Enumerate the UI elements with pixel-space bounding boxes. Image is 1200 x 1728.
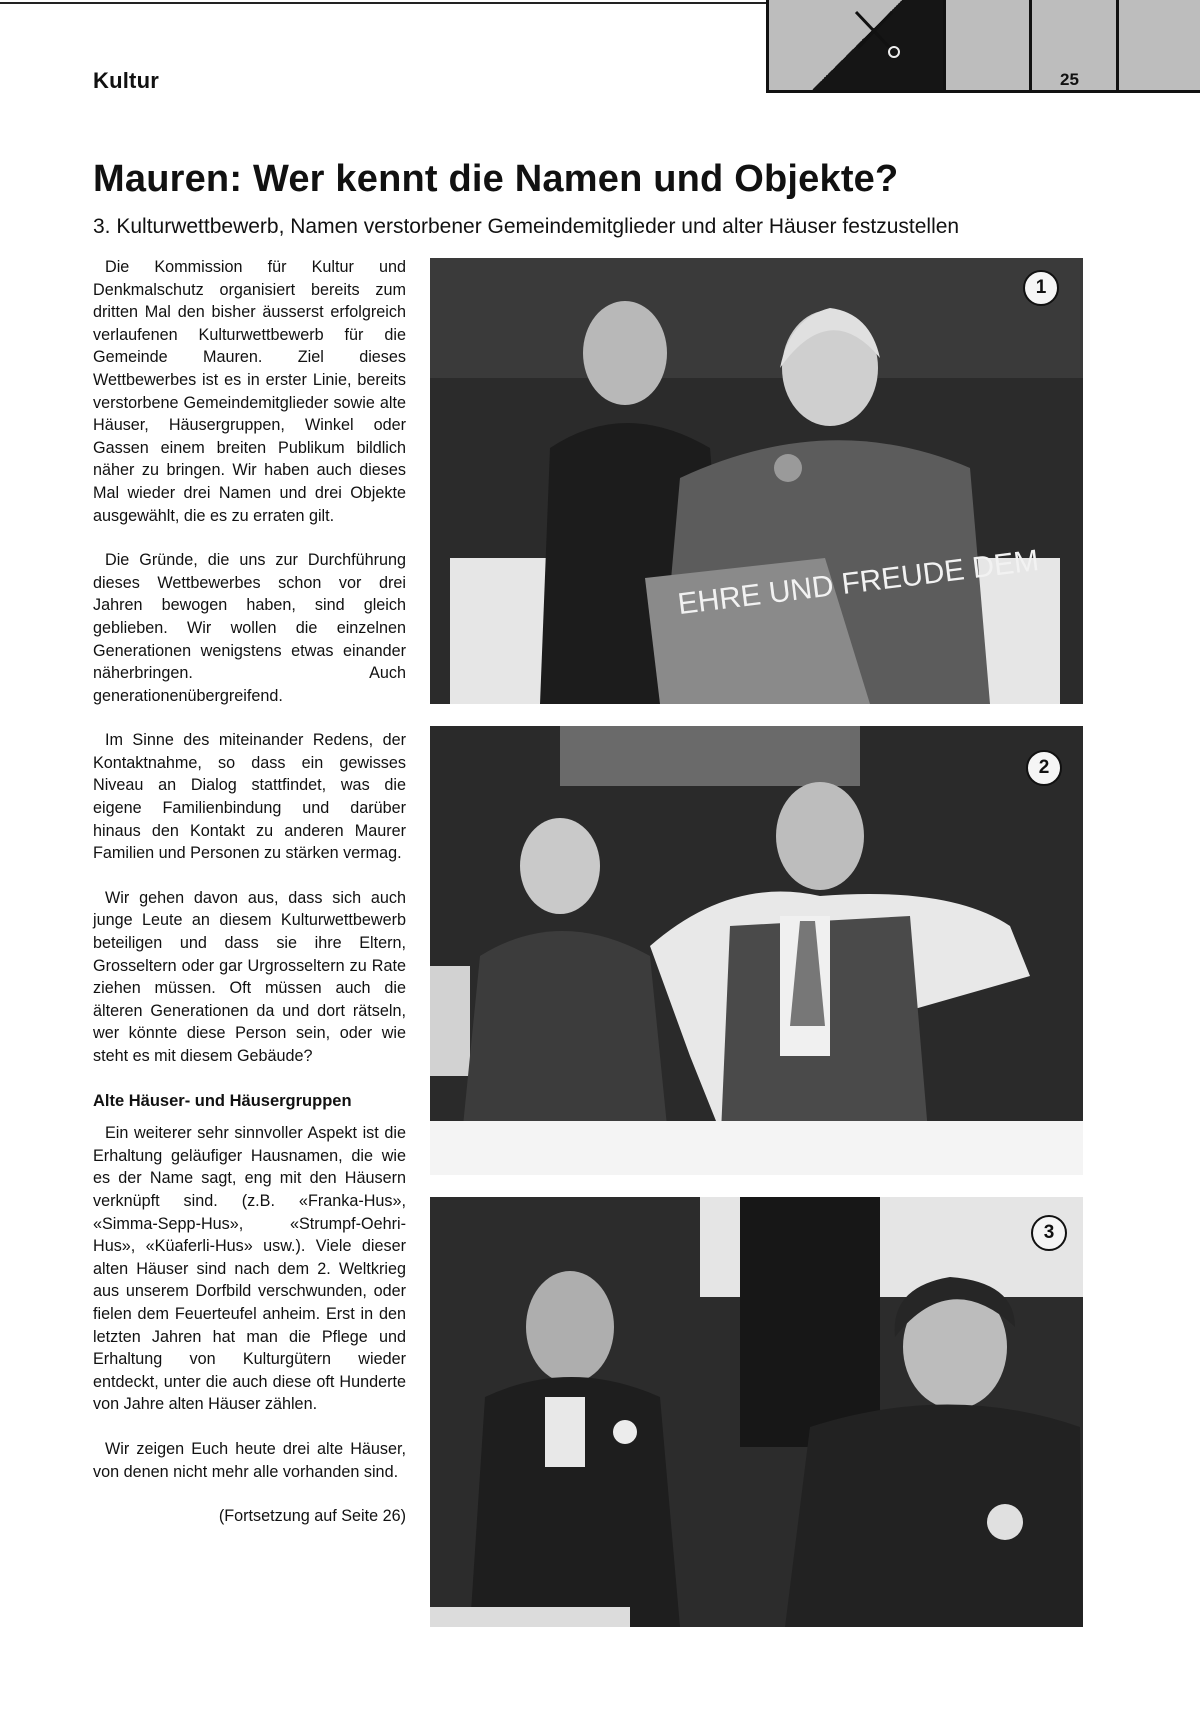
photo-2-image (430, 726, 1083, 1175)
section-heading: Alte Häuser- und Häusergruppen (93, 1091, 352, 1110)
paragraph: Die Kommission für Kultur und Denkmalschutz organisiert bereits zum dritten Mal den bisher äusserst erfolgreich verlaufenen Kulturwettbewerb für die Gemeinde Mauren. Ziel dieses Wettbewerbes ist es in erster Linie, bereits verstorbene Gemeindemitglieder sowie alte Häuser, Häusergruppen, Winkel oder Gassen einem breiten Publikum bildlich näher zu bringen. Wir haben auch dieses Mal wieder drei Namen und drei Objekte ausgewählt, die es zu erraten gilt. (93, 258, 406, 525)
photo-2 (430, 726, 1083, 1175)
header-box (1116, 0, 1200, 92)
paragraph: Wir zeigen Euch heute drei alte Häuser, von denen nicht mehr alle vorhanden sind. (93, 1439, 406, 1481)
photo-1 (430, 258, 1083, 704)
article-title: Mauren: Wer kennt die Namen und Objekte? (93, 158, 899, 200)
photo-number-badge: 1 (1023, 270, 1059, 306)
article-body (93, 256, 406, 1550)
book-cover-overlay (430, 258, 1083, 704)
section-label: Kultur (93, 68, 159, 93)
crossed-keys-icon (848, 6, 906, 58)
photo-number-badge: 2 (1026, 750, 1062, 786)
header-box (943, 0, 1029, 92)
paragraph: Die Gründe, die uns zur Durchführung dieses Wettbewerbes schon vor drei Jahren bewogen haben, sind gleich geblieben. Wir wollen die einzelnen Generationen wenigstens etwas einander näherbringen. Auch generationenübergreifend. (93, 551, 406, 705)
photo-3-image (430, 1197, 1083, 1627)
photo-3 (430, 1197, 1083, 1627)
paragraph: Ein weiterer sehr sinnvoller Aspekt ist die Erhaltung geläufiger Hausnamen, die wie es der Name sagt, eng mit den Häusern verknüpft sind. (z.B. «Franka-Hus», «Simma-Sepp-Hus», «Strumpf-Oehri-Hus», «Küaferli-Hus» usw.). Viele dieser alten Häuser sind nach dem 2. Weltkrieg aus unserem Dorfbild verschwunden, oder fielen dem Feuerteufel anheim. Erst in den letzten Jahren hat man die Pflege und Erhaltung von Kulturgütern wieder entdeckt, unter die auch diese oft Hunderte von Jahre alten Häuser zählen. (93, 1124, 406, 1414)
article-subtitle: 3. Kulturwettbewerb, Namen verstorbener Gemeindemitglieder und alter Häuser festzustellen (93, 215, 960, 238)
paragraph: Im Sinne des miteinander Redens, der Kontaktnahme, so dass ein gewisses Niveau an Dialog stattfindet, was die eigene Familienbindung und darüber hinaus den Kontakt zu anderen Maurer Familien und Personen zu stärken vermag. (93, 731, 406, 863)
book-text: EHRE UND FREUDE DEM (675, 544, 1041, 622)
paragraph: Wir gehen davon aus, dass sich auch junge Leute an diesem Kulturwettbewerb beteiligen und dass sie ihre Eltern, Grosseltern oder gar Urgrosseltern zu Rate ziehen müssen. Oft müssen auch die älteren Generationen da und dort rätseln, wer könnte diese Person sein, oder wie steht es mit diesem Gebäude? (93, 888, 406, 1065)
page-number: 25 (1060, 70, 1079, 89)
photo-number-badge: 3 (1031, 1215, 1067, 1251)
continuation-note: (Fortsetzung auf Seite 26) (218, 1507, 406, 1526)
header-bottom-rule (766, 90, 1200, 93)
